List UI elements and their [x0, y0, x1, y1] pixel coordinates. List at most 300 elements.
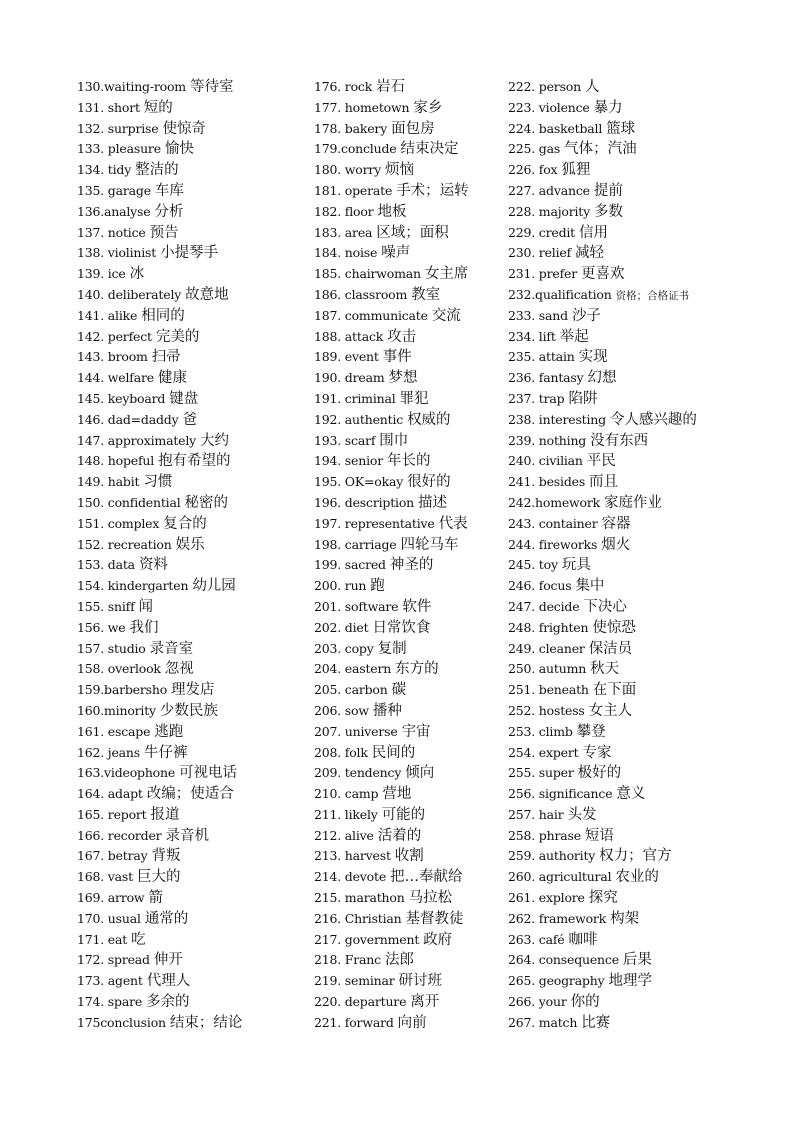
vocab-entry	[508, 202, 758, 223]
vocab-column-2	[314, 77, 504, 1034]
vocab-entry	[77, 285, 307, 306]
vocab-english-word: 174. spare	[77, 994, 143, 1010]
vocab-entry	[77, 264, 307, 285]
vocab-entry	[314, 327, 504, 348]
vocab-entry	[508, 805, 758, 826]
vocab-entry	[314, 846, 504, 867]
vocab-english-word: 159.barbersho	[77, 682, 168, 698]
vocab-chinese-meaning: 复合的	[163, 515, 207, 532]
vocab-entry	[508, 160, 758, 181]
vocab-english-word: 138. violinist	[77, 245, 157, 261]
vocab-entry	[508, 264, 758, 285]
vocab-english-word: 158. overlook	[77, 661, 161, 677]
vocab-english-word: 237. trap	[508, 390, 565, 406]
vocab-chinese-meaning: 攀登	[576, 723, 606, 740]
vocab-english-word: 244. fireworks	[508, 536, 598, 552]
vocab-english-word: 246. focus	[508, 578, 572, 594]
vocab-chinese-meaning: 女主席	[424, 266, 469, 283]
vocab-english-word: 252. hostess	[508, 702, 585, 718]
vocab-entry	[508, 784, 758, 805]
vocab-chinese-meaning: 等待室	[189, 79, 234, 95]
vocab-entry	[77, 701, 307, 722]
vocab-entry	[508, 368, 758, 389]
vocab-english-word: 234. lift	[508, 328, 556, 344]
vocab-entry	[314, 160, 504, 181]
vocab-chinese-meaning: 法郎	[384, 952, 414, 969]
vocab-chinese-meaning: 面包房	[391, 120, 435, 137]
vocab-english-word: 240. civilian	[508, 453, 583, 469]
vocab-english-word: 216. Christian	[314, 910, 402, 926]
vocab-chinese-meaning: 你的	[570, 994, 600, 1011]
vocab-english-word: 247. decide	[508, 598, 580, 614]
vocab-entry	[508, 680, 758, 701]
vocab-chinese-meaning: 相同的	[141, 307, 185, 324]
vocab-english-word: 205. carbon	[314, 682, 388, 698]
vocab-english-word: 203. copy	[314, 640, 374, 656]
vocab-entry	[314, 618, 504, 639]
vocab-entry	[77, 410, 307, 431]
vocab-chinese-meaning: 围巾	[379, 432, 409, 449]
vocab-english-word: 267. match	[508, 1014, 578, 1030]
vocab-chinese-meaning: 神圣的	[389, 557, 434, 574]
vocab-english-word: 196. description	[314, 494, 414, 510]
vocab-entry	[314, 119, 504, 140]
vocab-english-word: 236. fantasy	[508, 370, 584, 386]
vocab-english-word: 260. agricultural	[508, 869, 612, 885]
vocab-chinese-meaning: 背叛	[151, 848, 181, 865]
vocab-entry	[314, 555, 504, 576]
vocab-chinese-meaning: 使惊恐	[592, 619, 636, 636]
vocab-chinese-meaning: 牛仔裤	[144, 744, 188, 761]
vocab-chinese-meaning: 小提琴手	[160, 245, 219, 262]
vocab-chinese-meaning: 我们	[129, 619, 159, 636]
vocab-entry	[508, 139, 758, 160]
vocab-entry	[508, 389, 758, 410]
vocab-english-word: 140. deliberately	[77, 286, 182, 302]
vocab-chinese-meaning: 烦恼	[385, 162, 415, 179]
vocab-entry	[77, 306, 307, 327]
vocab-entry	[314, 659, 504, 680]
vocab-chinese-meaning: 手术；运转	[396, 182, 469, 199]
vocab-chinese-meaning: 整洁的	[135, 162, 179, 179]
vocab-chinese-meaning: 烟火	[601, 536, 631, 553]
vocab-chinese-meaning: 岩石	[376, 79, 406, 95]
vocab-entry	[77, 368, 307, 389]
vocab-english-word: 211. likely	[314, 806, 378, 822]
vocab-entry	[508, 909, 758, 930]
vocab-chinese-meaning: 愉快	[164, 141, 194, 158]
vocab-chinese-meaning: 四轮马车	[400, 536, 459, 553]
vocab-entry	[508, 701, 758, 722]
vocab-chinese-meaning: 多数	[593, 203, 623, 220]
vocab-english-word: 135. garage	[77, 182, 151, 198]
vocab-chinese-meaning: 而且	[589, 474, 619, 491]
vocab-english-word: 232.qualification	[508, 286, 612, 302]
vocab-english-word: 235. attain	[508, 349, 575, 365]
vocab-chinese-meaning: 东方的	[395, 661, 439, 678]
vocab-chinese-meaning: 保洁员	[588, 640, 633, 657]
vocab-chinese-meaning: 日常饮食	[372, 619, 431, 636]
vocab-chinese-meaning: 政府	[423, 931, 453, 948]
vocab-entry	[508, 243, 758, 264]
vocab-entry	[77, 639, 307, 660]
vocab-chinese-meaning: 结束决定	[400, 141, 459, 158]
vocab-english-word: 150. confidential	[77, 494, 181, 510]
vocab-chinese-meaning: 通常的	[144, 910, 189, 927]
vocab-chinese-meaning: 没有东西	[590, 432, 649, 449]
vocab-entry	[77, 846, 307, 867]
vocab-chinese-meaning: 大约	[200, 432, 229, 449]
vocab-chinese-meaning: 吃	[131, 931, 146, 948]
vocab-chinese-meaning: 研讨班	[398, 973, 443, 990]
vocab-entry	[508, 223, 758, 244]
vocab-english-word: 248. frighten	[508, 619, 589, 635]
vocab-entry	[508, 555, 758, 576]
vocab-chinese-meaning: 后果	[622, 952, 652, 969]
vocab-entry	[508, 826, 758, 847]
vocab-english-word: 233. sand	[508, 307, 568, 323]
vocab-entry	[77, 743, 307, 764]
vocab-english-word: 164. adapt	[77, 786, 143, 802]
vocab-english-word: 182. floor	[314, 203, 374, 219]
vocab-english-word: 177. hometown	[314, 99, 410, 115]
vocab-entry	[314, 701, 504, 722]
vocab-chinese-meaning: 描述	[418, 494, 447, 511]
vocab-chinese-meaning: 比赛	[581, 1014, 611, 1031]
vocab-english-word: 183. area	[314, 224, 373, 240]
vocab-english-word: 185. chairwoman	[314, 266, 421, 282]
vocab-chinese-meaning: 容器	[601, 515, 631, 532]
vocab-chinese-meaning: 把…奉献给	[390, 869, 463, 886]
vocab-entry	[314, 223, 504, 244]
vocab-chinese-meaning: 教室	[411, 286, 441, 303]
vocab-chinese-meaning: 暴力	[593, 99, 623, 116]
vocab-english-word: 176. rock	[314, 79, 373, 94]
vocab-entry	[314, 181, 504, 202]
vocab-chinese-meaning: 复制	[377, 640, 407, 657]
vocab-entry	[314, 1013, 504, 1034]
vocab-entry	[314, 472, 504, 493]
vocab-english-word: 253. climb	[508, 723, 573, 739]
vocab-english-word: 223. violence	[508, 99, 590, 115]
vocab-chinese-meaning: 理发店	[171, 682, 215, 699]
vocab-chinese-meaning: 秘密的	[184, 494, 229, 511]
vocab-entry	[77, 930, 307, 951]
vocab-entry	[314, 867, 504, 888]
vocab-english-word: 156. we	[77, 619, 126, 635]
vocab-chinese-meaning: 梦想	[388, 370, 418, 387]
vocab-english-word: 198. carriage	[314, 536, 397, 552]
vocab-english-word: 256. significance	[508, 786, 613, 802]
vocab-chinese-meaning: 播种	[372, 702, 402, 719]
vocab-english-word: 210. camp	[314, 786, 379, 802]
vocab-english-word: 179.conclude	[314, 141, 397, 157]
vocab-chinese-meaning: 爸	[182, 411, 197, 428]
vocab-english-word: 218. Franc	[314, 952, 381, 968]
vocab-entry	[77, 618, 307, 639]
vocab-entry	[77, 680, 307, 701]
vocab-entry	[314, 243, 504, 264]
vocab-entry	[314, 451, 504, 472]
vocab-english-word: 137. notice	[77, 224, 146, 240]
vocab-english-word: 190. dream	[314, 370, 385, 386]
vocab-english-word: 186. classroom	[314, 286, 408, 302]
vocab-english-word: 229. credit	[508, 224, 576, 240]
vocab-entry	[508, 181, 758, 202]
vocab-chinese-meaning: 区域；面积	[376, 224, 449, 241]
vocab-chinese-meaning: 地理学	[608, 973, 652, 990]
vocab-chinese-meaning: 马拉松	[408, 890, 453, 907]
vocab-chinese-meaning: 很好的	[407, 474, 451, 491]
vocab-entry	[314, 826, 504, 847]
vocab-chinese-meaning: 跑	[370, 578, 385, 595]
vocab-english-word: 257. hair	[508, 806, 564, 822]
vocab-entry	[314, 514, 504, 535]
vocab-entry	[508, 493, 758, 514]
vocab-chinese-meaning: 地板	[377, 203, 407, 220]
vocab-chinese-meaning: 结束；结论	[169, 1014, 243, 1031]
vocab-chinese-meaning: 键盘	[169, 390, 199, 407]
vocab-chinese-meaning: 活着的	[377, 827, 422, 844]
vocab-english-word: 180. worry	[314, 162, 382, 178]
vocab-chinese-meaning: 倾向	[405, 765, 435, 782]
vocab-chinese-meaning: 宇宙	[401, 723, 431, 740]
vocab-english-word: 209. tendency	[314, 765, 402, 781]
vocab-entry	[508, 1013, 758, 1034]
vocab-chinese-meaning: 狐狸	[561, 162, 591, 179]
vocab-entry	[508, 597, 758, 618]
vocab-entry	[508, 77, 758, 98]
vocab-english-word: 131. short	[77, 99, 140, 115]
vocab-entry	[508, 659, 758, 680]
vocab-chinese-meaning: 巨大的	[136, 869, 181, 886]
vocab-chinese-meaning: 录音室	[149, 640, 194, 657]
vocab-chinese-meaning: 交流	[431, 307, 461, 324]
vocab-english-word: 213. harvest	[314, 848, 391, 864]
vocab-chinese-meaning: 娱乐	[175, 536, 205, 553]
vocab-chinese-meaning: 实现	[578, 349, 608, 366]
vocab-chinese-meaning: 罪犯	[399, 390, 429, 407]
vocab-english-word: 155. sniff	[77, 598, 135, 614]
vocab-entry	[77, 139, 307, 160]
vocab-chinese-meaning: 民间的	[371, 744, 416, 761]
vocab-chinese-meaning: 报道	[150, 806, 180, 823]
vocab-chinese-meaning: 平民	[586, 453, 616, 470]
vocab-entry	[314, 909, 504, 930]
vocab-chinese-meaning: 代表	[438, 515, 468, 532]
vocab-entry	[77, 576, 307, 597]
vocab-entry	[77, 826, 307, 847]
vocab-entry	[77, 327, 307, 348]
vocab-entry	[77, 867, 307, 888]
vocab-english-word: 157. studio	[77, 640, 146, 656]
vocab-english-word: 130.waiting-room	[77, 79, 186, 94]
vocab-chinese-meaning: 健康	[157, 370, 187, 387]
vocab-english-word: 143. broom	[77, 349, 148, 365]
vocab-chinese-meaning: 噪声	[381, 245, 411, 262]
vocab-entry	[77, 535, 307, 556]
vocab-english-word: 160.minority	[77, 702, 156, 718]
vocab-english-word: 188. attack	[314, 328, 384, 344]
vocab-entry	[314, 763, 504, 784]
vocab-entry	[508, 763, 758, 784]
vocab-chinese-meaning: 分析	[154, 203, 184, 220]
vocab-entry	[508, 743, 758, 764]
vocab-english-word: 168. vast	[77, 869, 133, 885]
vocab-english-word: 220. departure	[314, 994, 407, 1010]
vocab-entry	[314, 347, 504, 368]
vocab-chinese-meaning: 完美的	[155, 328, 200, 345]
vocab-entry	[77, 451, 307, 472]
vocab-english-word: 242.homework	[508, 494, 601, 510]
vocab-english-word: 212. alive	[314, 827, 374, 843]
vocab-entry	[508, 992, 758, 1013]
vocab-entry	[508, 971, 758, 992]
vocab-english-word: 193. scarf	[314, 432, 376, 448]
vocab-entry	[508, 451, 758, 472]
vocab-chinese-meaning: 玩具	[561, 557, 591, 574]
vocab-english-word: 238. interesting	[508, 411, 606, 427]
vocab-english-word: 261. explore	[508, 890, 585, 906]
vocab-chinese-meaning: 探究	[588, 890, 618, 907]
vocab-english-word: 199. sacred	[314, 557, 386, 573]
vocab-chinese-meaning: 更喜欢	[580, 266, 625, 283]
vocab-chinese-meaning: 集中	[575, 578, 605, 595]
vocab-entry	[77, 659, 307, 680]
vocab-entry	[508, 514, 758, 535]
vocab-english-word: 172. spread	[77, 952, 150, 968]
vocab-entry	[508, 867, 758, 888]
vocab-entry	[314, 431, 504, 452]
vocab-english-word: 148. hopeful	[77, 453, 155, 469]
vocab-chinese-meaning: 软件	[402, 598, 432, 615]
vocab-entry	[77, 223, 307, 244]
vocab-english-word: 195. OK=okay	[314, 474, 404, 490]
vocab-chinese-meaning: 举起	[559, 328, 589, 345]
vocab-entry	[77, 909, 307, 930]
vocab-chinese-meaning: 改编；使适合	[146, 786, 234, 803]
vocab-chinese-meaning: 家庭作业	[604, 494, 663, 511]
vocab-chinese-meaning: 信用	[579, 224, 609, 241]
vocab-chinese-meaning: 女主人	[588, 702, 633, 719]
vocab-english-word: 194. senior	[314, 453, 383, 469]
vocab-english-word: 201. software	[314, 598, 399, 614]
vocab-entry	[77, 472, 307, 493]
vocab-entry	[314, 202, 504, 223]
vocab-entry	[77, 888, 307, 909]
vocab-english-word: 227. advance	[508, 182, 590, 198]
vocab-entry	[77, 202, 307, 223]
vocab-entry	[77, 347, 307, 368]
vocab-english-word: 162. jeans	[77, 744, 140, 760]
vocab-entry	[314, 410, 504, 431]
vocab-chinese-meaning: 构架	[610, 910, 640, 927]
vocab-chinese-meaning: 陷阱	[568, 390, 598, 407]
vocab-entry	[77, 1013, 307, 1034]
vocab-english-word: 149. habit	[77, 474, 140, 490]
vocab-chinese-meaning: 营地	[382, 786, 412, 803]
vocab-entry	[508, 119, 758, 140]
vocab-entry	[508, 576, 758, 597]
vocab-chinese-meaning: 减轻	[575, 245, 604, 262]
vocab-english-word: 265. geography	[508, 973, 605, 989]
vocab-chinese-meaning: 咖啡	[568, 931, 598, 948]
vocab-entry	[508, 950, 758, 971]
vocab-chinese-meaning: 家乡	[413, 99, 443, 116]
vocab-entry	[314, 493, 504, 514]
vocab-entry	[508, 98, 758, 119]
vocab-english-word: 241. besides	[508, 474, 586, 490]
vocab-chinese-meaning: 篮球	[606, 120, 636, 137]
vocab-english-word: 166. recorder	[77, 827, 162, 843]
vocab-entry	[508, 930, 758, 951]
vocab-chinese-meaning: 闻	[138, 598, 154, 615]
vocab-chinese-meaning: 扫帚	[151, 349, 181, 366]
vocab-english-word: 187. communicate	[314, 307, 428, 323]
vocab-english-word: 134. tidy	[77, 162, 132, 178]
vocab-english-word: 165. report	[77, 806, 147, 822]
vocab-english-word: 200. run	[314, 578, 367, 594]
vocab-english-word: 139. ice	[77, 266, 126, 282]
vocab-english-word: 231. prefer	[508, 266, 577, 282]
vocab-chinese-meaning: 年长的	[386, 453, 431, 470]
vocab-english-word: 255. super	[508, 765, 574, 781]
vocab-chinese-meaning: 车库	[154, 182, 184, 199]
vocab-english-word: 250. autumn	[508, 661, 587, 677]
vocab-entry	[77, 950, 307, 971]
vocab-entry	[77, 389, 307, 410]
vocab-chinese-meaning: 短语	[584, 827, 614, 844]
vocab-chinese-meaning: 碳	[391, 682, 407, 699]
vocab-chinese-meaning: 向前	[397, 1014, 427, 1031]
vocab-english-word: 224. basketball	[508, 120, 603, 136]
vocab-entry	[314, 306, 504, 327]
vocab-english-word: 178. bakery	[314, 120, 388, 136]
vocab-chinese-meaning: 忽视	[164, 661, 194, 678]
vocab-entry	[77, 431, 307, 452]
vocab-chinese-meaning: 冰	[129, 266, 145, 283]
vocab-chinese-meaning: 资格；合格证书	[615, 289, 690, 302]
vocab-entry	[314, 639, 504, 660]
vocab-english-word: 214. devote	[314, 869, 387, 885]
vocab-chinese-meaning: 使惊奇	[162, 120, 206, 137]
vocab-chinese-meaning: 头发	[567, 806, 597, 823]
vocab-english-word: 221. forward	[314, 1014, 394, 1030]
vocab-english-word: 266. your	[508, 994, 567, 1010]
vocab-english-word: 152. recreation	[77, 536, 172, 552]
vocab-entry	[77, 493, 307, 514]
vocab-english-word: 136.analyse	[77, 203, 151, 219]
vocab-english-word: 192. authentic	[314, 411, 404, 427]
vocab-chinese-meaning: 故意地	[185, 286, 229, 303]
vocab-english-word: 243. container	[508, 515, 598, 531]
vocab-entry	[77, 971, 307, 992]
vocab-chinese-meaning: 少数民族	[159, 702, 218, 719]
vocab-entry	[314, 971, 504, 992]
vocab-english-word: 141. alike	[77, 307, 138, 323]
vocab-entry	[508, 431, 758, 452]
vocab-chinese-meaning: 权威的	[407, 411, 451, 428]
vocab-entry	[508, 722, 758, 743]
vocab-english-word: 225. gas	[508, 141, 561, 157]
vocab-entry	[508, 347, 758, 368]
vocab-english-word: 191. criminal	[314, 390, 396, 406]
vocab-entry	[508, 846, 758, 867]
vocab-english-word: 258. phrase	[508, 827, 581, 843]
vocab-english-word: 230. relief	[508, 245, 571, 261]
vocab-english-word: 173. agent	[77, 973, 143, 989]
vocab-entry	[508, 639, 758, 660]
